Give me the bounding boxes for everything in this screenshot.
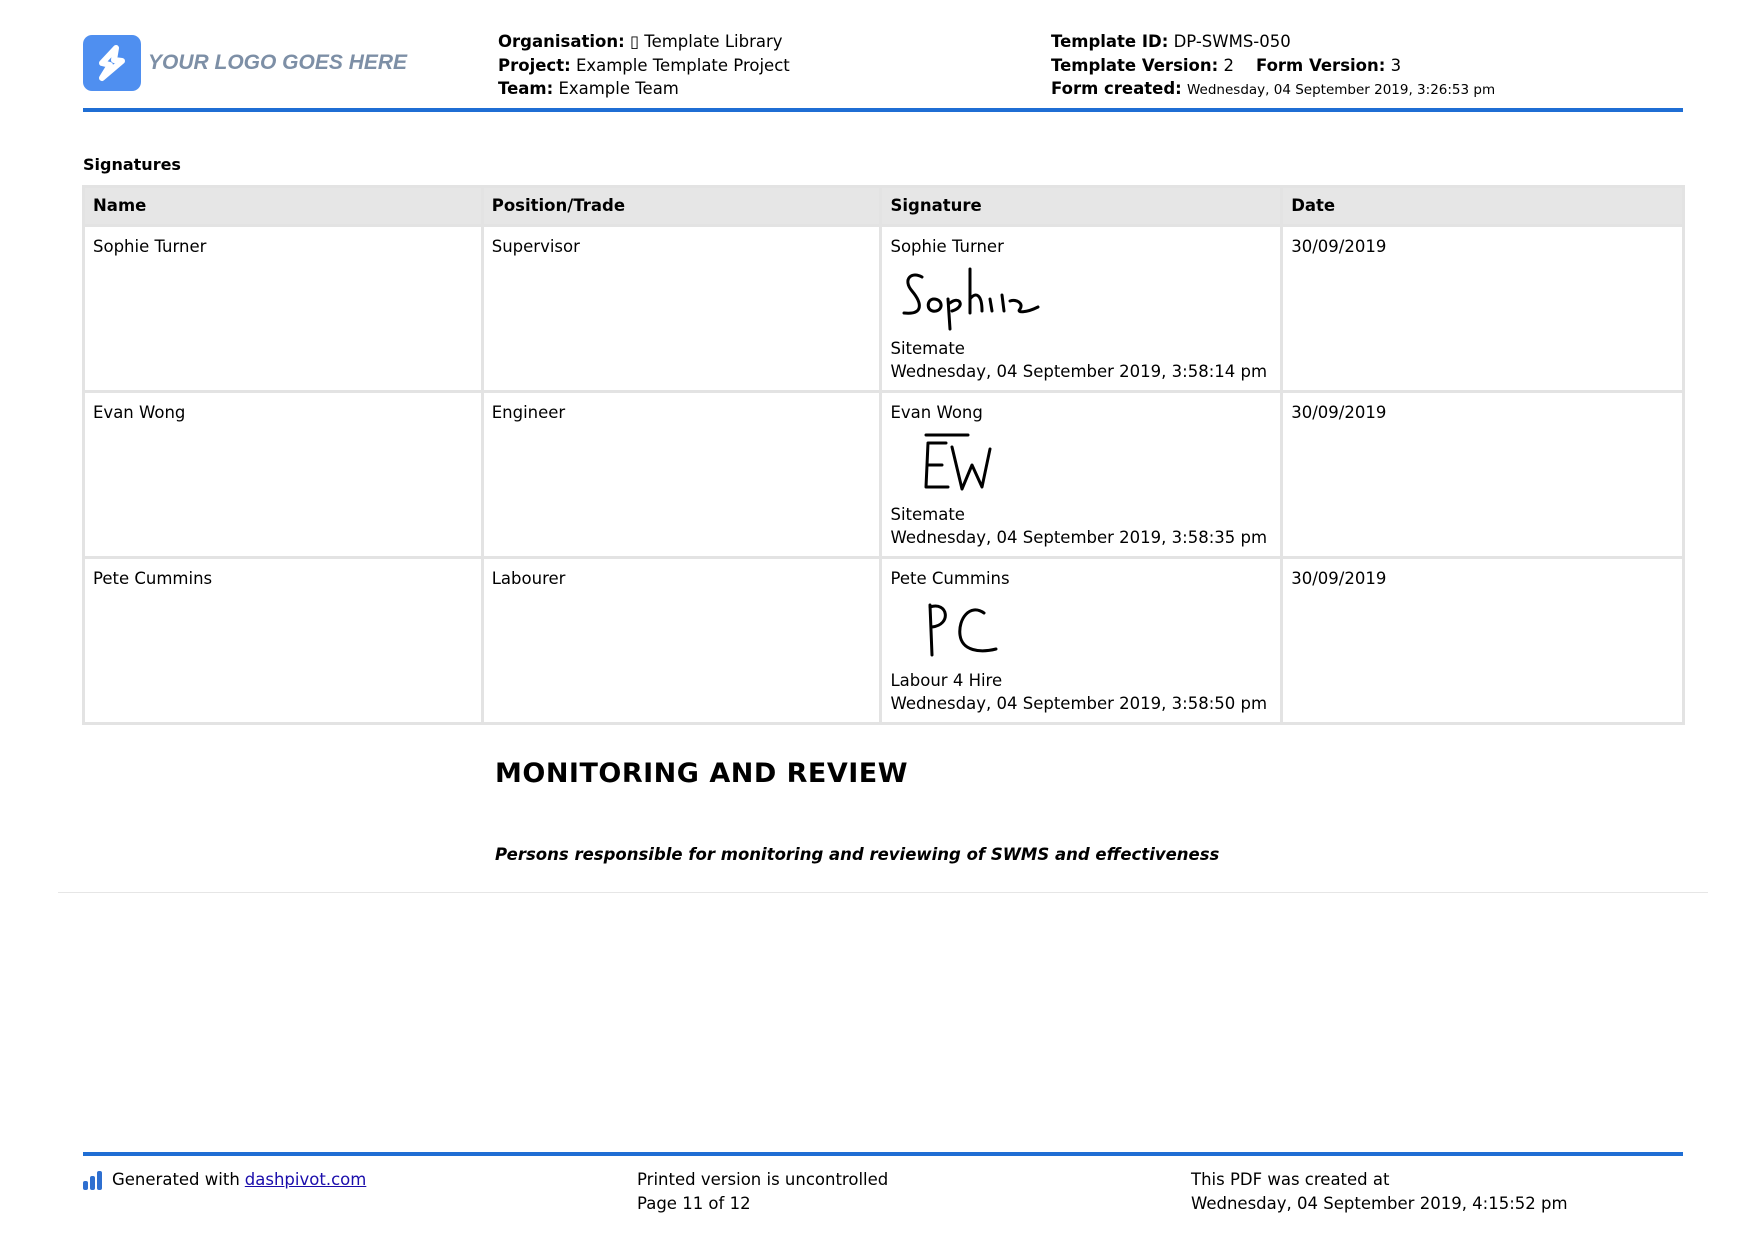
organisation-icon: ▯ [629, 32, 640, 51]
cell-position: Labourer [482, 558, 881, 724]
column-header-position: Position/Trade [482, 187, 881, 226]
signer-name: Evan Wong [890, 403, 983, 422]
cell-name: Evan Wong [84, 392, 483, 558]
table-row [84, 392, 1684, 558]
table-row [84, 558, 1684, 724]
cell-name: Sophie Turner [84, 226, 483, 392]
template-id-label: Template ID: [1051, 32, 1169, 51]
form-created-value: Wednesday, 04 September 2019, 3:26:53 pm [1187, 82, 1496, 98]
signed-at: Wednesday, 04 September 2019, 3:58:50 pm [890, 694, 1268, 713]
form-version-value: 3 [1390, 55, 1402, 75]
signatures-table [82, 185, 1685, 725]
footer-created [1191, 1168, 1568, 1215]
signer-organisation: Sitemate [890, 338, 965, 358]
dashpivot-link[interactable]: dashpivot.com [244, 1170, 367, 1189]
template-version-label: Template Version: [1051, 55, 1219, 75]
dashpivot-bars-icon [83, 1170, 104, 1190]
header-org-info [498, 30, 790, 101]
cell-name: Pete Cummins [84, 558, 483, 724]
cell-signature [881, 392, 1282, 558]
signer-name: Pete Cummins [890, 569, 1010, 588]
template-version-value: 2 [1223, 55, 1234, 75]
team-value: Example Team [558, 79, 679, 98]
footer-generated [83, 1168, 366, 1192]
table-row [84, 226, 1684, 392]
section-divider [58, 892, 1708, 893]
signer-organisation: Sitemate [890, 504, 965, 524]
organisation-label: Organisation: [498, 32, 625, 51]
cell-position: Engineer [482, 392, 881, 558]
page-number: Page 11 of 12 [637, 1193, 751, 1213]
signer-organisation: Labour 4 Hire [890, 670, 1003, 690]
uncontrolled-notice: Printed version is uncontrolled [637, 1170, 889, 1189]
header-divider [83, 108, 1683, 112]
team-label: Team: [498, 79, 554, 98]
company-logo [83, 35, 407, 91]
form-created-label: Form created: [1051, 79, 1182, 98]
signatures-title: Signatures [83, 155, 181, 174]
form-version-label: Form Version: [1255, 55, 1386, 75]
generated-prefix: Generated with [112, 1170, 240, 1189]
created-prefix: This PDF was created at [1191, 1170, 1390, 1189]
header-template-info [1051, 30, 1495, 103]
cell-position: Supervisor [482, 226, 881, 392]
footer-page-info [637, 1168, 888, 1215]
organisation-value: Template Library [644, 32, 783, 51]
signed-at: Wednesday, 04 September 2019, 3:58:35 pm [890, 528, 1268, 547]
cell-date: 30/09/2019 [1282, 558, 1684, 724]
cell-signature [881, 226, 1282, 392]
signed-at: Wednesday, 04 September 2019, 3:58:14 pm [890, 362, 1268, 381]
cell-signature [881, 558, 1282, 724]
project-label: Project: [498, 55, 571, 75]
project-value: Example Template Project [575, 55, 790, 75]
signature-image [890, 425, 1273, 503]
monitoring-title: MONITORING AND REVIEW [495, 758, 909, 789]
cell-date: 30/09/2019 [1282, 226, 1684, 392]
column-header-name: Name [84, 187, 483, 226]
monitoring-subtitle: Persons responsible for monitoring and reviewing of SWMS and effectiveness [495, 845, 1220, 864]
column-header-date: Date [1282, 187, 1684, 226]
signature-image [890, 591, 1273, 669]
signer-name: Sophie Turner [890, 237, 1004, 256]
column-header-signature: Signature [881, 187, 1282, 226]
template-id-value: DP-SWMS-050 [1173, 32, 1291, 51]
footer-divider [83, 1152, 1683, 1156]
logo-text: YOUR LOGO GOES HERE [148, 51, 408, 74]
created-at: Wednesday, 04 September 2019, 4:15:52 pm [1191, 1193, 1568, 1213]
cell-date: 30/09/2019 [1282, 392, 1684, 558]
document-header [83, 30, 1683, 110]
logo-mark-icon [83, 35, 141, 91]
table-header-row [84, 187, 1684, 226]
signature-image [890, 259, 1273, 337]
